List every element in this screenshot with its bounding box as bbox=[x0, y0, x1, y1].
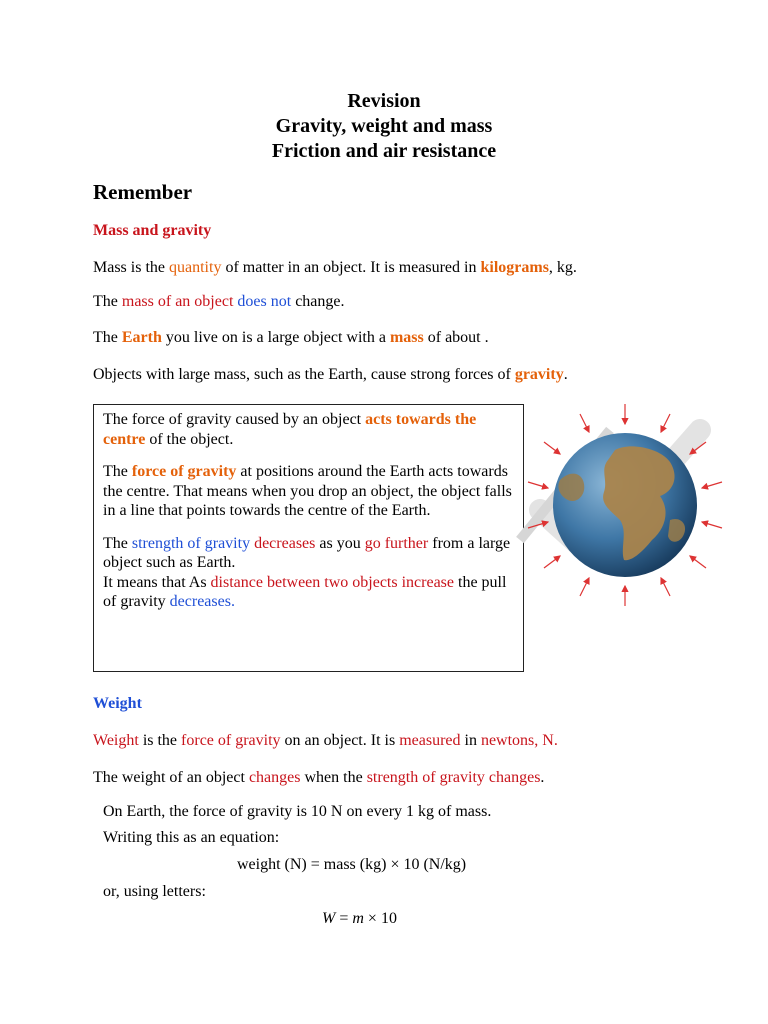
text: of matter in an object. It is measured in bbox=[221, 259, 481, 276]
text: , kg. bbox=[548, 259, 577, 276]
keyword-go-further: go further bbox=[364, 534, 429, 552]
keyword-force-of-gravity: force of gravity bbox=[181, 732, 281, 749]
text: is the bbox=[138, 732, 182, 749]
keyword-mass: mass bbox=[389, 329, 424, 346]
keyword-measured: measured bbox=[399, 732, 461, 749]
formula-word-equation: weight (N) = mass (kg) × 10 (N/kg) bbox=[237, 856, 467, 873]
text: . bbox=[540, 769, 545, 786]
title-friction-air-resistance: Friction and air resistance bbox=[271, 140, 497, 162]
box-paragraph-3 bbox=[103, 534, 513, 612]
keyword-decreases: decreases bbox=[254, 534, 316, 552]
keyword-strength-of-gravity: strength of gravity bbox=[131, 534, 251, 552]
mass-unchanged bbox=[93, 293, 345, 311]
formula-letter-equation bbox=[322, 910, 397, 928]
text: The bbox=[93, 329, 122, 346]
remember-heading: Remember bbox=[93, 180, 193, 204]
keyword-kilograms: kilograms bbox=[480, 259, 549, 276]
earth-mass bbox=[93, 329, 489, 347]
text: change. bbox=[291, 293, 345, 310]
gravity-notes-text bbox=[103, 410, 513, 625]
keyword-mass-of-object: mass of an object bbox=[121, 293, 234, 310]
formula-letters-label: or, using letters: bbox=[103, 883, 206, 900]
text: the pull of gravity bbox=[103, 573, 507, 610]
text: as you bbox=[315, 534, 365, 552]
text: The bbox=[103, 534, 132, 552]
keyword-quantity: quantity bbox=[169, 259, 222, 276]
weight-changes bbox=[93, 769, 544, 787]
earth-globe-icon bbox=[520, 400, 730, 610]
title-revision: Revision bbox=[347, 90, 421, 112]
text: on an object. It is bbox=[280, 732, 400, 749]
mass-gravity-heading: Mass and gravity bbox=[93, 222, 212, 239]
keyword-acts-towards-centre: acts towards the centre bbox=[103, 411, 477, 448]
keyword-earth: Earth bbox=[121, 329, 162, 346]
text: The bbox=[103, 463, 132, 480]
keyword-distance-increase: distance between two objects increase bbox=[210, 573, 454, 591]
keyword-does-not: does not bbox=[237, 293, 292, 310]
symbol-m: m bbox=[352, 910, 364, 927]
weight-heading: Weight bbox=[93, 695, 142, 712]
text: The weight of an object bbox=[93, 769, 249, 786]
weight-definition bbox=[93, 732, 558, 750]
keyword-weight: Weight bbox=[93, 732, 139, 749]
keyword-changes: changes bbox=[248, 769, 301, 786]
box-paragraph-1 bbox=[103, 410, 513, 449]
keyword-gravity: gravity bbox=[514, 366, 564, 383]
text: of about . bbox=[423, 329, 489, 346]
text: Mass is the bbox=[93, 259, 169, 276]
mass-definition bbox=[93, 259, 577, 277]
keyword-strength-of-gravity-changes: strength of gravity changes bbox=[366, 769, 541, 786]
text: in bbox=[460, 732, 481, 749]
text: × 10 bbox=[363, 910, 397, 927]
text: The force of gravity caused by an object bbox=[103, 411, 366, 428]
text: from a large object such as Earth. bbox=[103, 534, 511, 571]
text: when the bbox=[300, 769, 367, 786]
text: . bbox=[563, 366, 568, 383]
strong-gravity bbox=[93, 366, 568, 384]
formula-intro: On Earth, the force of gravity is 10 N on every 1 kg of mass. bbox=[103, 803, 492, 820]
box-paragraph-2 bbox=[103, 462, 513, 521]
text: = bbox=[335, 910, 353, 927]
text: you live on is a large object with a bbox=[161, 329, 390, 346]
keyword-decreases-blue: decreases. bbox=[169, 593, 235, 610]
keyword-force-of-gravity: force of gravity bbox=[131, 463, 237, 480]
formula-equation-label: Writing this as an equation: bbox=[103, 829, 280, 846]
text: Objects with large mass, such as the Earth, cause strong forces of bbox=[93, 366, 515, 383]
text: The bbox=[93, 293, 122, 310]
keyword-newtons: newtons, N. bbox=[480, 732, 558, 749]
text: It means that As bbox=[103, 573, 211, 591]
symbol-w: W bbox=[322, 910, 336, 927]
text: at positions around the Earth acts towards the centre. That means when you drop an object, the object falls in a line that points towards the centre of the Earth. bbox=[103, 463, 512, 519]
title-gravity-weight-mass: Gravity, weight and mass bbox=[275, 115, 493, 137]
text: of the object. bbox=[145, 430, 234, 448]
